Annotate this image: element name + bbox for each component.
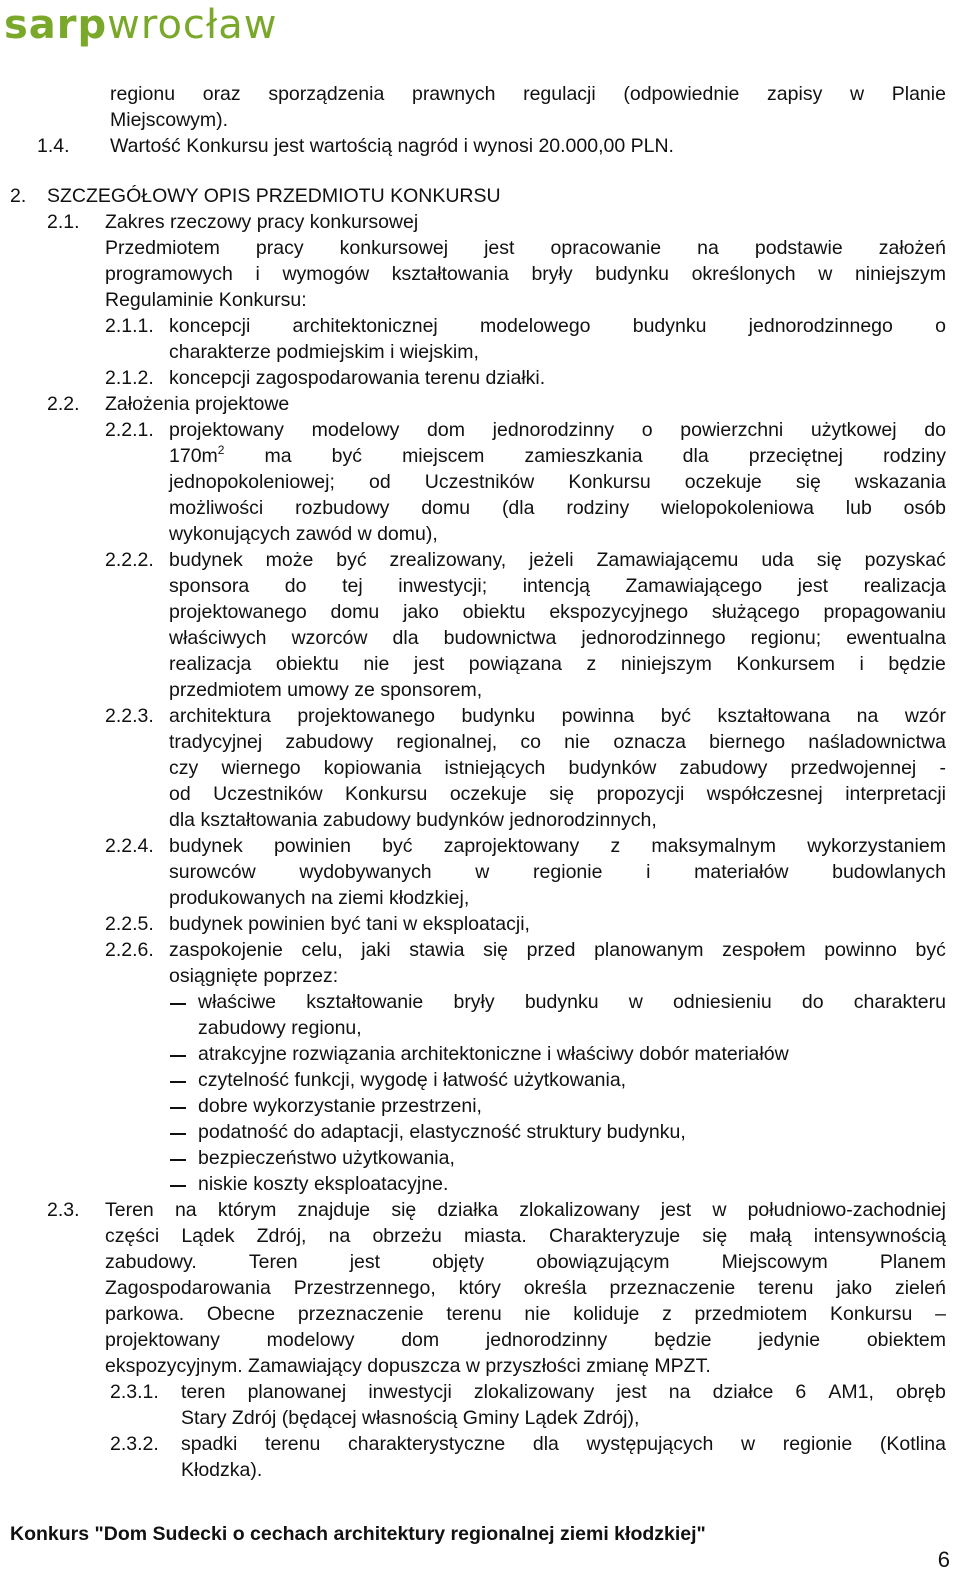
text-line: części Lądek Zdrój, na obrzeżu miasta. Charakteryzuje się małą intensywnością — [105, 1225, 946, 1247]
text-line: Przedmiotem pracy konkursowej jest opracowanie na podstawie założeń — [105, 237, 946, 259]
text-line: Teren na którym znajduje się działka zlokalizowany jest w południowo-zachodniej — [105, 1199, 946, 1221]
text-line: właściwych wzorców dla budownictwa jednorodzinnego regionu; ewentualna — [169, 627, 946, 649]
text-line: Zagospodarowania Przestrzennego, który określa przeznaczenie terenu jako zieleń — [105, 1277, 946, 1299]
bullet-item-text: czytelność funkcji, wygodę i łatwość użytkowania, — [198, 1069, 627, 1091]
text-line: czy wiernego kopiowania istniejących budynków zabudowy przedwojennej - — [169, 757, 946, 779]
text-line: 2.2.5. — [105, 913, 154, 935]
text-line: 1.4. — [37, 135, 70, 157]
text-line: surowców wydobywanych w regionie i materiałów budowlanych — [169, 861, 946, 883]
bullet-dash — [170, 1185, 186, 1187]
bullet-item-text: bezpieczeństwo użytkowania, — [198, 1147, 455, 1169]
text-line: Miejscowym). — [110, 109, 229, 131]
text-line: produkowanych na ziemi kłodzkiej, — [169, 887, 470, 909]
bullet-item-text: atrakcyjne rozwiązania architektoniczne i właściwy dobór materiałów — [198, 1043, 789, 1065]
text-line: realizacja obiektu nie jest powiązana z niniejszym Konkursem i będzie — [169, 653, 946, 675]
text-line: projektowany modelowy dom jednorodzinny o powierzchni użytkowej do — [169, 419, 946, 441]
text-line: 2.1.1. — [105, 315, 154, 337]
text-line: $170m^2$ ma być miejscem zamieszkania dla przeciętnej rodziny — [169, 443, 946, 467]
text-line: koncepcji architektonicznej modelowego budynku jednorodzinnego o — [169, 315, 946, 337]
bullet-dash — [170, 1055, 186, 1057]
text-line: koncepcji zagospodarowania terenu działki. — [169, 367, 546, 389]
text-line: budynek powinien być tani w eksploatacji, — [169, 913, 530, 935]
bullet-dash — [170, 1133, 186, 1135]
text-line: budynek może być zrealizowany, jeżeli Zamawiającemu uda się pozyskać — [169, 549, 946, 571]
text-line: 2.2.3. — [105, 705, 154, 727]
text-line: Wartość Konkursu jest wartością nagród i wynosi 20.000,00 PLN. — [110, 135, 674, 157]
text-line: 2.2.6. — [105, 939, 154, 961]
footer-title: Konkurs "Dom Sudecki o cechach architektury regionalnej ziemi kłodzkiej" — [10, 1523, 706, 1545]
text-line: Zakres rzeczowy pracy konkursowej — [105, 211, 419, 233]
text-line: jednopokoleniowej; od Uczestników Konkursu oczekuje się wskazania — [169, 471, 946, 493]
text-line: programowych i wymogów kształtowania bryły budynku określonych w niniejszym — [105, 263, 946, 285]
text-line: parkowa. Obecne przeznaczenie terenu nie koliduje z przedmiotem Konkursu – — [105, 1303, 946, 1325]
logo-part-sarp: sarp — [4, 2, 108, 48]
page-number: 6 — [937, 1547, 950, 1572]
text-line: 2.3.1. — [110, 1381, 159, 1403]
text-line: 2.2. — [47, 393, 80, 415]
text-line: od Uczestników Konkursu oczekuje się propozycji współczesnej interpretacji — [169, 783, 946, 805]
bullet-dash — [170, 1107, 186, 1109]
text-line: Kłodzka). — [181, 1459, 263, 1481]
text-line: SZCZEGÓŁOWY OPIS PRZEDMIOTU KONKURSU — [47, 185, 501, 207]
bullet-item-text: właściwe kształtowanie bryły budynku w odniesieniu do charakteru — [198, 991, 946, 1013]
text-line: teren planowanej inwestycji zlokalizowany jest na działce 6 AM1, obręb — [181, 1381, 946, 1403]
text-line: zaspokojenie celu, jaki stawia się przed planowanym zespołem powinno być — [169, 939, 946, 961]
bullet-dash — [170, 1003, 186, 1005]
text-line: 2.1.2. — [105, 367, 154, 389]
text-line: projektowany modelowy dom jednorodzinny będzie jedynie obiektem — [105, 1329, 946, 1351]
sarp-logo — [4, 2, 278, 48]
text-line: 2.3. — [47, 1199, 80, 1221]
text-line: 2. — [10, 185, 27, 207]
text-line: 2.1. — [47, 211, 80, 233]
bullet-item-text: niskie koszty eksploatacyjne. — [198, 1173, 449, 1195]
text-line: dla kształtowania zabudowy budynków jednorodzinnych, — [169, 809, 657, 831]
text-line: regionu oraz sporządzenia prawnych regulacji (odpowiednie zapisy w Planie — [110, 83, 946, 105]
bullet-dash — [170, 1159, 186, 1161]
text-line: projektowanego domu jako obiektu ekspozycyjnego służącego propagowaniu — [169, 601, 946, 623]
text-line: sponsora do tej inwestycji; intencją Zamawiającego jest realizacja — [169, 575, 946, 597]
text-line: zabudowy regionu, — [198, 1017, 362, 1039]
text-line: możliwości rozbudowy domu (dla rodziny wielopokoleniowa lub osób — [169, 497, 946, 519]
text-line: Stary Zdrój (będącej własnością Gminy Lądek Zdrój), — [181, 1407, 640, 1429]
text-line: przedmiotem umowy ze sponsorem, — [169, 679, 483, 701]
text-line: 2.3.2. — [110, 1433, 159, 1455]
text-line: 2.2.4. — [105, 835, 154, 857]
text-line: charakterze podmiejskim i wiejskim, — [169, 341, 479, 363]
text-line: Założenia projektowe — [105, 393, 290, 415]
text-line: architektura projektowanego budynku powinna być kształtowana na wzór — [169, 705, 946, 727]
text-line: wykonujących zawód w domu), — [169, 523, 438, 545]
text-line: tradycyjnej zabudowy regionalnej, co nie oznacza biernego naśladownictwa — [169, 731, 946, 753]
text-line: 2.2.2. — [105, 549, 154, 571]
logo-part-wroclaw: wrocław — [107, 2, 278, 48]
bullet-item-text: dobre wykorzystanie przestrzeni, — [198, 1095, 482, 1117]
bullet-dash — [170, 1081, 186, 1083]
text-line: budynek powinien być zaprojektowany z maksymalnym wykorzystaniem — [169, 835, 946, 857]
text-line: ekspozycyjnym. Zamawiający dopuszcza w przyszłości zmianę MPZT. — [105, 1355, 711, 1377]
text-line: spadki terenu charakterystyczne dla występujących w regionie (Kotlina — [181, 1433, 946, 1455]
text-line: zabudowy. Teren jest objęty obowiązującym Miejscowym Planem — [105, 1251, 946, 1273]
text-line: Regulaminie Konkursu: — [105, 289, 307, 311]
text-line: osiągnięte poprzez: — [169, 965, 339, 987]
bullet-item-text: podatność do adaptacji, elastyczność struktury budynku, — [198, 1121, 686, 1143]
text-line: 2.2.1. — [105, 419, 154, 441]
